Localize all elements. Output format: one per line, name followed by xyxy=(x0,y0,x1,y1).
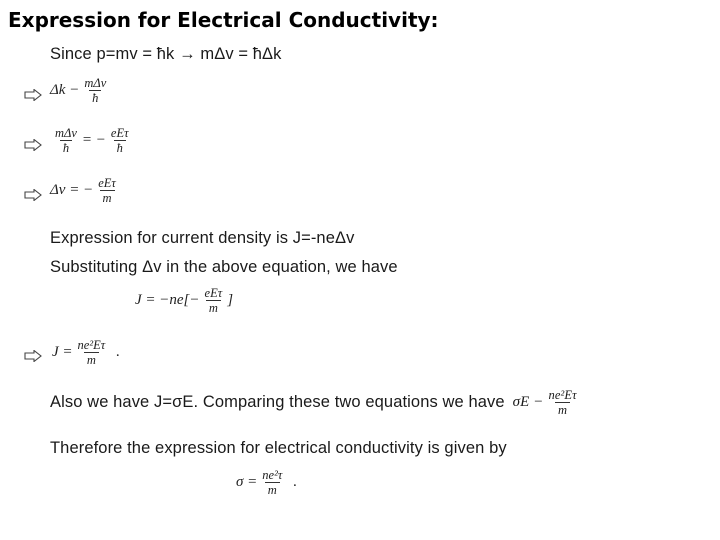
page-title: Expression for Electrical Conductivity: xyxy=(8,8,439,32)
eq4-rhs: ] xyxy=(227,292,234,309)
eq7-period: . xyxy=(293,474,298,491)
eq5-denominator: m xyxy=(84,352,99,367)
eq4-fraction xyxy=(202,286,226,316)
eq2-numerator-right: eEτ xyxy=(110,126,129,140)
eq1-numerator: mΔv xyxy=(84,76,107,90)
eq2-denominator-left: ħ xyxy=(60,140,72,155)
eq7-fraction xyxy=(259,468,285,498)
eq2-operator: = − xyxy=(81,132,106,149)
eq7-denominator: m xyxy=(265,482,280,497)
momentum-relation-line: Since p=mv = ħk → mΔv = ħΔk xyxy=(50,45,282,63)
comparison-line xyxy=(50,388,582,418)
implies-arrow-icon xyxy=(24,89,42,101)
eq4-numerator: eEτ xyxy=(204,286,223,300)
equation-current-density xyxy=(52,338,120,368)
eq1-fraction xyxy=(81,76,109,106)
eq1-lhs: Δk − xyxy=(50,82,80,99)
eq3-fraction xyxy=(95,176,119,206)
implies-arrow-icon xyxy=(24,350,42,362)
eq1-denominator: ħ xyxy=(89,90,101,105)
eq3-numerator: eEτ xyxy=(98,176,116,190)
current-density-line: Expression for current density is J=-neΔv xyxy=(50,229,355,247)
equation-sigma-e xyxy=(513,388,582,418)
equation-momentum-equality xyxy=(50,126,134,156)
eq3-lhs: Δv = − xyxy=(50,182,94,199)
eq2-denominator-right: ħ xyxy=(114,140,126,155)
implies-arrow-icon xyxy=(24,139,42,151)
eq6-denominator: m xyxy=(555,402,570,417)
equation-current-density-substituted xyxy=(135,286,233,316)
conductivity-intro-line: Therefore the expression for electrical conductivity is given by xyxy=(50,439,507,457)
eq4-lhs: J = −ne[− xyxy=(135,292,200,309)
equation-delta-k xyxy=(50,76,111,106)
substitution-line: Substituting Δv in the above equation, we have xyxy=(50,258,398,276)
implies-arrow-icon xyxy=(24,189,42,201)
eq5-numerator: ne²Eτ xyxy=(77,338,106,352)
eq7-numerator: ne²τ xyxy=(262,468,283,482)
eq6-numerator: ne²Eτ xyxy=(548,388,577,402)
eq2-numerator-left: mΔv xyxy=(55,126,77,140)
eq3-denominator: m xyxy=(100,190,115,205)
equation-conductivity xyxy=(236,468,297,498)
eq7-lhs: σ = xyxy=(236,474,258,491)
comparison-text: Also we have J=σE. Comparing these two equations we have xyxy=(50,393,505,412)
eq5-period: . xyxy=(116,344,120,361)
eq6-fraction xyxy=(546,388,580,418)
eq6-lhs: σE − xyxy=(512,394,544,411)
eq5-fraction xyxy=(75,338,109,368)
eq2-fraction-right xyxy=(108,126,132,156)
eq5-lhs: J = xyxy=(52,344,73,361)
equation-delta-v xyxy=(50,176,121,206)
eq2-fraction-left xyxy=(52,126,80,156)
eq4-denominator: m xyxy=(206,300,221,315)
